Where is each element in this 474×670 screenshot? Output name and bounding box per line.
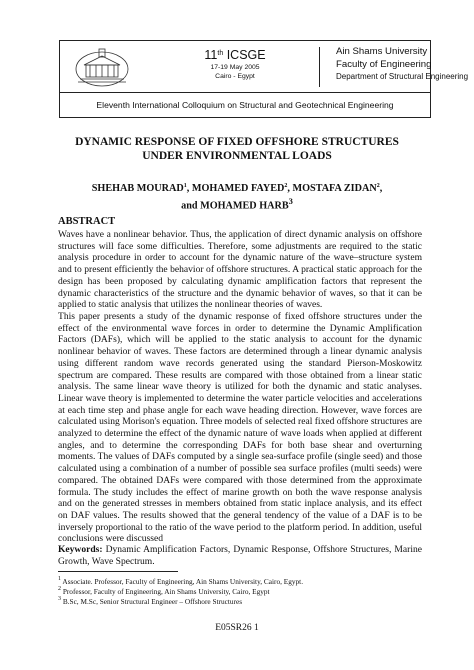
conference-name bbox=[170, 46, 300, 63]
header-top-row bbox=[60, 41, 469, 93]
abstract-paragraph-1: Waves have a nonlinear behavior. Thus, the application of direct dynamic analysis on offshore structures will face some difficulties. Therefore, some adjustments are required to the static analysis procedure in order to account for the dynamic nature of the wave–structure system and to present efficiently the behavior of offshore structures. A practical static approach for the design has been proposed by calculating dynamic amplification factors that represent the dynamic characteristics of the structure and the dynamic behavior of waves, so that it can be applied to static analysis that utilizes the nonlinear theories of waves. bbox=[58, 229, 422, 311]
author-affiliation: 2 bbox=[376, 183, 380, 189]
header-divider bbox=[319, 47, 320, 87]
author-list bbox=[40, 180, 434, 195]
author-affiliation: 2 bbox=[284, 183, 288, 189]
author-affiliation: 1 bbox=[183, 183, 187, 189]
footnote-marker: 3 bbox=[58, 596, 61, 602]
university-name: Ain Shams University bbox=[336, 46, 428, 57]
author-name: MOHAMED FAYED bbox=[191, 183, 285, 194]
paper-title-line2: UNDER ENVIRONMENTAL LOADS bbox=[142, 150, 332, 162]
author-list-line2 bbox=[40, 195, 434, 212]
author-name: MOSTAFA ZIDAN bbox=[292, 183, 377, 194]
conference-number: 11 bbox=[204, 48, 218, 62]
keywords-label: Keywords: bbox=[58, 544, 103, 555]
footnote-text: Associate. Professor, Faculty of Engineering, Ain Shams University, Cairo, Egypt. bbox=[61, 577, 304, 586]
department-name: Department of Structural Engineering bbox=[336, 72, 469, 81]
author-name: SHEHAB MOURAD bbox=[91, 183, 184, 194]
paper-title bbox=[40, 135, 434, 163]
conference-header bbox=[59, 40, 469, 118]
author-conjunction: and bbox=[181, 200, 201, 212]
footnote-text: B.Sc, M.Sc, Senior Structural Engineer – Offshore Structures bbox=[61, 597, 243, 606]
keywords-text: Dynamic Amplification Factors, Dynamic Response, Offshore Structures, Marine Growth, Wave Spectrum. bbox=[58, 544, 422, 567]
page-identifier: E05SR26 1 bbox=[215, 623, 259, 633]
author-name: MOHAMED HARB bbox=[200, 200, 289, 212]
footnote bbox=[58, 595, 428, 606]
university-info bbox=[336, 46, 474, 83]
keywords bbox=[58, 544, 422, 567]
conference-acronym: ICSGE bbox=[226, 48, 266, 62]
university-logo-icon bbox=[68, 45, 136, 89]
footnote-marker: 1 bbox=[58, 576, 61, 582]
paper-title-line1: DYNAMIC RESPONSE OF FIXED OFFSHORE STRUCTURES bbox=[75, 136, 399, 148]
author-separator: , bbox=[379, 183, 383, 194]
conference-location: Cairo - Egypt bbox=[215, 73, 255, 80]
footnote-separator bbox=[58, 571, 178, 572]
footnote-text: Professor, Faculty of Engineering, Ain Shams University, Cairo, Egypt bbox=[61, 587, 270, 596]
author-separator: , bbox=[287, 183, 293, 194]
conference-dates: 17-19 May 2005 bbox=[210, 64, 260, 71]
abstract-heading: ABSTRACT bbox=[58, 216, 116, 227]
author-separator: , bbox=[186, 183, 192, 194]
conference-info bbox=[170, 46, 300, 81]
abstract-paragraph-2: This paper presents a study of the dynamic response of fixed offshore structures under the effect of the environmental wave forces in order to determine the Dynamic Amplification Factors (DAFs), which will be applied to the static analysis to account for the dynamic nonlinear behavior of waves. These factors are determined through a linear dynamic analysis using different random wave records generated using the standard Pierson-Moskowitz spectrum are compared. These results are compared with those obtained from a linear static analysis. The same linear wave theory is utilized for both the dynamic and static analyses. Linear wave theory is implemented to determine the water particle velocities and accelerations at each time step and phase angle for each wave heading direction. However, wave forces are calculated using Morison's equation. Three models of selected real fixed offshore structures are analyzed to determine the effect of the dynamic nature of wave loads when applied at different angles, and to determine the corresponding DAFs for both base shear and overturning moments. The values of DAFs computed by a single sea-surface profile (single seed) and those calculated using a combination of a number of possible sea surface profiles (multi seeds) were compared. The obtained DAFs were compared with those determined from the approximate formula. The study includes the effect of marine growth on both the wave response analysis and on the generated stresses in members obtained from static inplace analysis, and its effect on DAF values. The results showed that the general tendency of the value of a DAF is to be inversely proportional to the ratio of the wave period to the platform period. In addition, useful conclusions were discussed bbox=[58, 311, 422, 545]
faculty-name: Faculty of Engineering bbox=[336, 58, 432, 70]
footnote-marker: 2 bbox=[58, 586, 61, 592]
conference-number-suffix: th bbox=[217, 50, 224, 57]
colloquium-title: Eleventh International Colloquium on Structural and Geotechnical Engineering bbox=[96, 100, 394, 110]
author-affiliation: 3 bbox=[288, 196, 293, 206]
